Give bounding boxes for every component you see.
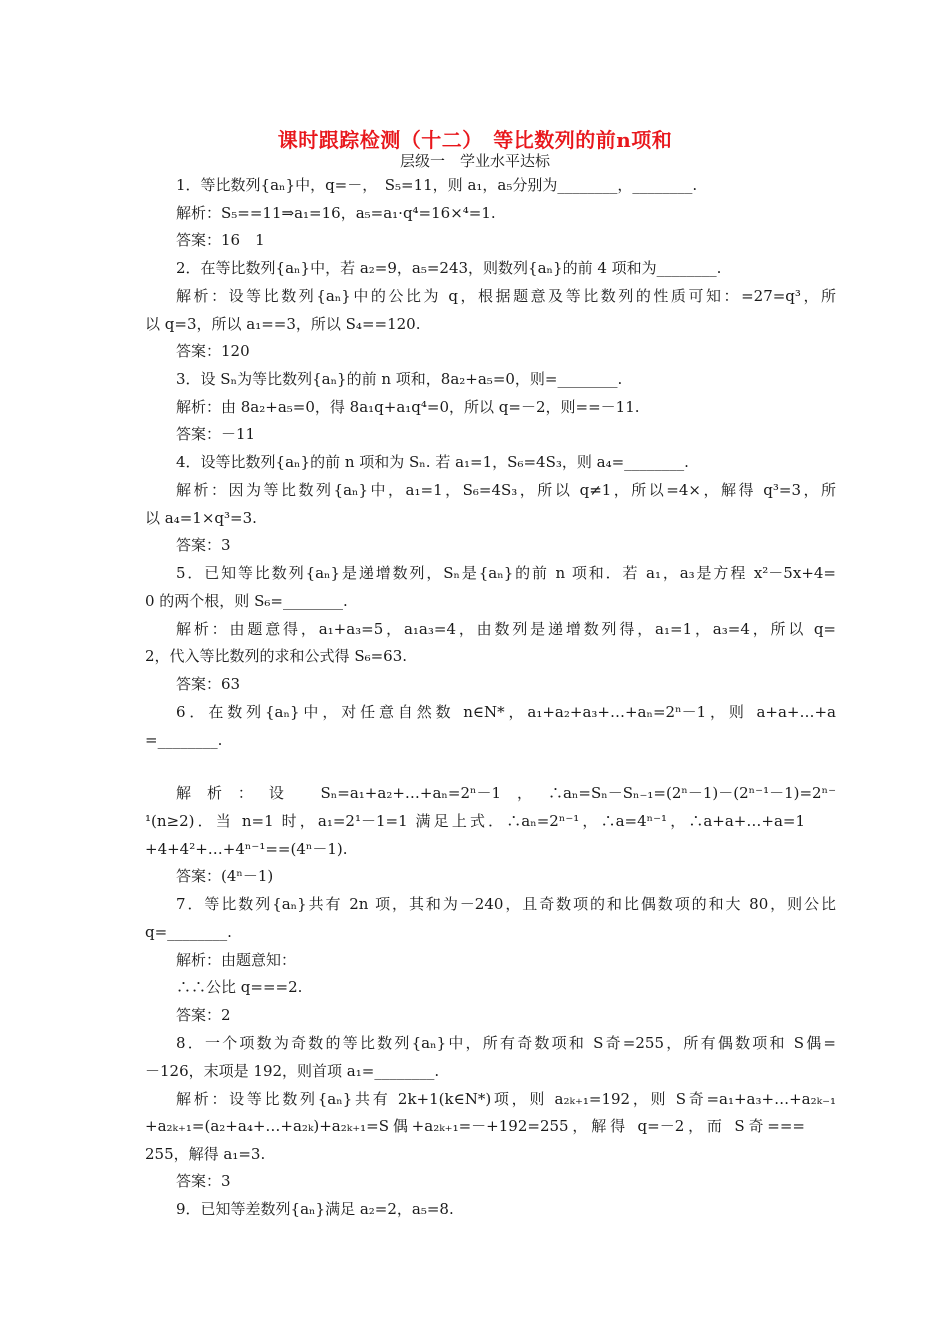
text-line: 解析：设 Sₙ=a₁+a₂+…+aₙ=2ⁿ－1，∴aₙ=Sₙ－Sₙ₋₁=(2ⁿ－1)－(2ⁿ⁻¹－1)=2ⁿ⁻ — [176, 784, 836, 802]
text-line: 解析：S₅==11⇒a₁=16，a₅=a₁·q⁴=16×⁴=1. — [176, 204, 496, 222]
text-line: 答案：－11 — [176, 425, 256, 443]
text-line: 255，解得 a₁=3. — [145, 1145, 266, 1163]
text-line: 1．等比数列{aₙ}中，q=－， S₅=11，则 a₁，a₅分别为________，________. — [176, 176, 698, 194]
text-line: 答案：120 — [176, 342, 250, 360]
text-line: 9．已知等差数列{aₙ}满足 a₂=2，a₅=8. — [176, 1200, 454, 1218]
text-line: +a₂ₖ₊₁=(a₂+a₄+…+a₂ₖ)+a₂ₖ₊₁=S偶+a₂ₖ₊₁=－+192=255，解得 q=－2，而 S奇=== — [145, 1117, 805, 1135]
section-subtitle: 层级一 学业水平达标 — [399, 152, 550, 170]
text-line: =________. — [145, 731, 223, 749]
text-line: 答案：16 1 — [176, 231, 265, 249]
text-line: +4+4²+…+4ⁿ⁻¹==(4ⁿ－1). — [145, 840, 348, 858]
text-line: 6．在数列{aₙ}中，对任意自然数 n∈N*，a₁+a₂+a₃+…+aₙ=2ⁿ－1，则 a+a+…+a — [176, 703, 836, 721]
text-line: 答案：3 — [176, 536, 231, 554]
text-line: 解析：设等比数列{aₙ}共有 2k+1(k∈N*)项，则 a₂ₖ₊₁=192，则 S奇=a₁+a₃+…+a₂ₖ₋₁ — [176, 1090, 836, 1108]
text-line: 以 q=3，所以 a₁==3，所以 S₄==120. — [145, 315, 421, 333]
text-line: q=________. — [145, 923, 232, 941]
text-line: 解析：设等比数列{aₙ}中的公比为 q，根据题意及等比数列的性质可知：=27=q³，所 — [176, 287, 836, 305]
text-line: 答案：3 — [176, 1172, 231, 1190]
text-line: 4．设等比数列{aₙ}的前 n 项和为 Sₙ. 若 a₁=1，S₆=4S₃，则 a₄=________. — [176, 453, 689, 471]
text-line: 0 的两个根，则 S₆=________. — [145, 592, 348, 610]
text-line: 2．在等比数列{aₙ}中，若 a₂=9，a₅=243，则数列{aₙ}的前 4 项和为________. — [176, 259, 722, 277]
text-line: ¹(n≥2)．当 n=1 时，a₁=2¹－1=1 满足上式．∴aₙ=2ⁿ⁻¹，∴a=4ⁿ⁻¹，∴a+a+…+a=1 — [145, 812, 805, 830]
text-line: ∴∴公比 q===2. — [176, 978, 303, 996]
text-line: 以 a₄=1×q³=3. — [145, 509, 257, 527]
text-line: 解析：由题意得，a₁+a₃=5，a₁a₃=4，由数列是递增数列得，a₁=1，a₃=4，所以 q= — [176, 620, 836, 638]
page-title: 课时跟踪检测（十二） 等比数列的前n项和 — [277, 128, 673, 152]
text-line: －126，末项是 192，则首项 a₁=________. — [145, 1062, 440, 1080]
text-line: 答案：(4ⁿ－1) — [176, 867, 274, 885]
text-line: 解析：由题意知： — [176, 951, 297, 969]
text-line: 8．一个项数为奇数的等比数列{aₙ}中，所有奇数项和 S奇=255，所有偶数项和 S偶= — [176, 1034, 836, 1052]
text-line: 答案：2 — [176, 1006, 231, 1024]
text-line: 解析：因为等比数列{aₙ}中，a₁=1，S₆=4S₃，所以 q≠1，所以=4×，解得 q³=3，所 — [176, 481, 836, 499]
text-line: 3．设 Sₙ为等比数列{aₙ}的前 n 项和，8a₂+a₅=0，则=________. — [176, 370, 623, 388]
text-line: 2，代入等比数列的求和公式得 S₆=63. — [145, 647, 408, 665]
text-line: 答案：63 — [176, 675, 241, 693]
text-line: 7．等比数列{aₙ}共有 2n 项，其和为－240，且奇数项的和比偶数项的和大 80，则公比 — [176, 895, 836, 913]
text-line: 解析：由 8a₂+a₅=0，得 8a₁q+a₁q⁴=0，所以 q=－2，则==－11. — [176, 398, 640, 416]
text-line: 5．已知等比数列{aₙ}是递增数列，Sₙ是{aₙ}的前 n 项和．若 a₁，a₃是方程 x²－5x+4= — [176, 564, 836, 582]
